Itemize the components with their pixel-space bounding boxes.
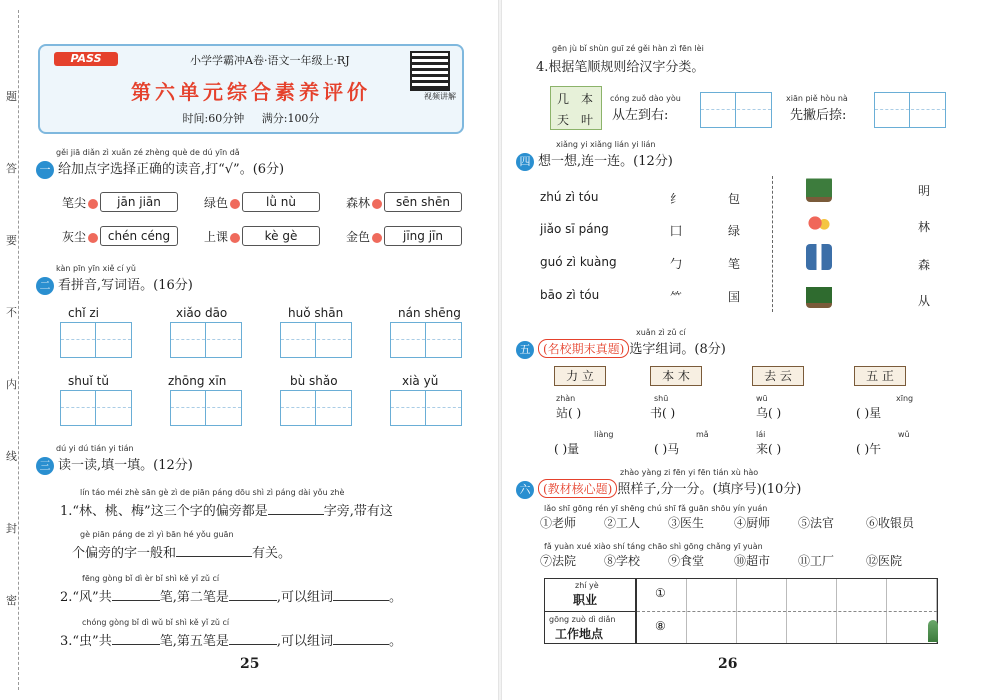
sun-moon-icon[interactable] [806,210,832,236]
q3-number: 三 [36,457,54,475]
flower-icon [372,233,382,243]
two-people-icon[interactable] [806,244,832,270]
label1: 职业 [573,593,598,607]
q1-item: 灰尘 [62,228,100,245]
q6-heading [516,338,726,359]
grass-icon [928,620,938,642]
qr-caption: 视频讲解 [424,92,456,101]
q1-number: 一 [36,161,54,179]
writing-grid[interactable] [60,322,132,358]
q7-row1-pinyin: lǎo shī gōng rén yī shēng chú shī fǎ guān shōu yín yuán [544,504,768,513]
q5-radical[interactable]: 勹 [670,257,683,271]
answer-blank[interactable] [112,600,160,601]
q3-line1: 1.“林、桃、梅”这三个字的偏旁都是 字旁,带有这 [60,504,393,519]
q6-char-pair: 五 正 [854,366,906,386]
q1-item: 金色 [346,228,384,245]
binding-char: 题 [6,90,17,103]
answer-blank[interactable] [229,644,277,645]
q2-pinyin-item: shuǐ tǔ [68,374,109,388]
q5-radical[interactable]: ⺮ [670,290,683,304]
q6-answer[interactable]: ( )马 [654,442,680,456]
q5-pinyin-item[interactable]: guó zì kuàng [540,255,617,269]
q5-number: 四 [516,153,534,171]
q2-heading [36,274,193,295]
q7-text: 照样子,分一分。(填序号)(10分) [617,482,802,497]
q1-options[interactable]: chén céng [100,226,178,246]
q7-item: ③医生 [668,516,705,530]
q3-text: 读一读,填一填。(12分) [58,458,193,473]
q7-number: 六 [516,481,534,499]
q3-line2-pinyin: gè piān páng de zì yì bān hé yǒu guān [80,530,234,539]
q7-item: ⑧学校 [604,554,641,568]
flower-icon [230,233,240,243]
writing-grid[interactable] [874,92,946,128]
q3-line3: 2.“风”共 笔,第二笔是 ,可以组词 。 [60,590,402,605]
q7-row2-pinyin: fǎ yuàn xué xiào shí táng chāo shì gōng chǎng yī yuàn [544,542,763,551]
q5-heading [516,150,673,171]
writing-grid[interactable] [170,322,242,358]
binding-char: 要 [6,234,17,247]
row2-pinyin: lái [756,430,766,439]
q1-text: 给加点字选择正确的读音,打“√”。(6分) [58,162,285,177]
answer-sample: ⑧ [655,619,666,633]
divider [772,176,773,312]
test-meta [40,110,462,126]
q5-radical[interactable]: 囗 [670,224,683,238]
row1-pinyin: zhàn [556,394,576,403]
q1-heading [36,158,284,179]
flower-icon [88,233,98,243]
writing-grid[interactable] [280,390,352,426]
binding-char: 不 [6,306,17,319]
q4-text: 4.根据笔顺规则给汉字分类。 [536,60,705,75]
q7-item: ⑤法官 [798,516,835,530]
q3-line2: 个偏旁的字一般和 有关。 [72,546,292,561]
cut-line [18,10,19,690]
rule1-pinyin: cóng zuǒ dào yòu [610,94,681,103]
row1-pinyin: wū [756,394,768,403]
q7-tag: (教材核心题) [538,479,617,498]
q5-char[interactable]: 包 [728,192,741,206]
q6-answer[interactable]: ( )星 [856,406,882,420]
q2-pinyin: kàn pīn yīn xiě cí yǔ [56,264,136,273]
q6-answer[interactable]: ( )量 [554,442,580,456]
q7-answer-grid[interactable] [636,578,938,644]
writing-grid[interactable] [390,390,462,426]
label2: 工作地点 [555,627,604,641]
q6-pinyin: xuǎn zì zǔ cí [636,328,686,337]
q5-char[interactable]: 笔 [728,257,741,271]
q4-pinyin: gēn jù bǐ shùn guī zé gěi hàn zì fēn lèi [552,44,704,53]
q4-char-box [550,86,602,130]
q2-pinyin-item: huǒ shān [288,306,344,320]
row2-pinyin: mǎ [696,430,709,439]
test-header [38,44,464,134]
q7-label-box [544,578,636,644]
q6-answer[interactable]: 乌( ) [756,406,782,420]
rule1-label: 从左到右: [612,108,669,123]
q6-answer[interactable]: ( )午 [856,442,882,456]
q5-word[interactable]: 从 [918,294,931,308]
page-title: 第六单元综合素养评价 [131,80,371,104]
q5-pinyin-item[interactable]: jiǎo sī páng [540,222,609,236]
q2-number: 二 [36,277,54,295]
writing-grid[interactable] [60,390,132,426]
qr-code-icon[interactable] [410,51,450,91]
flower-icon [230,199,240,209]
row1-pinyin: xīng [896,394,914,403]
q2-pinyin-item: zhōng xīn [168,374,227,388]
q2-pinyin-item: xiǎo dāo [176,306,228,320]
q6-number: 五 [516,341,534,359]
flower-icon [88,199,98,209]
writing-grid[interactable] [700,92,772,128]
q1-item: 绿色 [204,194,242,211]
page-number: 25 [240,656,260,672]
q1-item: 笔尖 [62,194,100,211]
q7-item: ⑫医院 [866,554,903,568]
q7-item: ⑥收银员 [866,516,915,530]
q5-pinyin-item[interactable]: zhú zì tóu [540,190,599,204]
answer-blank[interactable] [112,644,160,645]
time-limit: 时间:60分钟 [182,112,245,125]
q3-line1-pinyin: lín táo méi zhè sān gè zì de piān páng dōu shì zì páng dài yǒu zhè [80,488,345,497]
q4-char: 叶 [581,113,594,127]
binding-char: 内 [6,378,17,391]
label2-pinyin: gōng zuò dì diǎn [549,615,616,624]
answer-sample: ① [655,586,666,600]
q5-char[interactable]: 绿 [728,224,741,238]
q7-item: ⑦法院 [540,554,577,568]
answer-blank[interactable] [333,600,389,601]
q1-options[interactable]: jīng jīn [384,226,462,246]
row2-pinyin: liàng [594,430,614,439]
q7-item: ④厨师 [734,516,771,530]
q4-char: 几 [557,92,570,106]
row1-pinyin: shū [654,394,669,403]
q6-char-pair: 本 木 [650,366,702,386]
binding-char: 封 [6,522,17,535]
q2-pinyin-item: chǐ zi [68,306,99,320]
answer-blank[interactable] [268,514,324,515]
q3-pinyin: dú yi dú tián yi tián [56,444,134,453]
q2-pinyin-item: xià yǔ [402,374,439,388]
q5-word[interactable]: 森 [918,258,931,272]
q7-heading [516,478,801,499]
q3-line4-pinyin: chóng gòng bǐ dì wǔ bǐ shì kě yǐ zǔ cí [82,618,230,627]
q1-options[interactable]: lǜ nù [242,192,320,212]
q1-options[interactable]: sēn shēn [384,192,462,212]
flower-icon [372,199,382,209]
q2-pinyin-item: nán shēng [398,306,461,320]
q6-char-pair: 去 云 [752,366,804,386]
q3-line4: 3.“虫”共 笔,第五笔是 ,可以组词 。 [60,634,402,649]
q7-item: ⑩超市 [734,554,771,568]
q7-item: ⑨食堂 [668,554,705,568]
rule2-label: 先撇后捺: [790,108,847,123]
brand-logo: PASS [54,52,118,66]
q6-text: 选字组词。(8分) [629,342,726,357]
q6-answer[interactable]: 站( ) [556,406,582,420]
writing-grid[interactable] [170,390,242,426]
q2-text: 看拼音,写词语。(16分) [58,278,193,293]
binding-char: 线 [6,450,17,463]
q7-pinyin: zhào yàng zi fēn yi fēn tián xù hào [620,468,759,477]
q2-pinyin-item: bù shǎo [290,374,338,388]
q5-pinyin-item[interactable]: bāo zì tóu [540,288,600,302]
q5-text: 想一想,连一连。(12分) [538,154,673,169]
q7-item: ①老师 [540,516,577,530]
q1-options[interactable]: kè gè [242,226,320,246]
q6-answer[interactable]: 来( ) [756,442,782,456]
binding-char: 答 [6,162,17,175]
answer-blank[interactable] [229,600,277,601]
q6-tag: (名校期末真题) [538,339,629,358]
full-score: 满分:100分 [261,112,320,125]
binding-char: 密 [6,594,17,607]
tree-icon[interactable] [806,282,832,308]
q5-char[interactable]: 国 [728,290,741,304]
q1-pinyin: gěi jiā diǎn zì xuǎn zé zhèng què de dú yīn dǎ [56,148,240,157]
q5-word[interactable]: 明 [918,184,931,198]
series-title: 小学学霸冲A卷·语文一年级上·RJ [190,54,350,67]
q5-radical[interactable]: 纟 [670,192,683,206]
q1-item: 森林 [346,194,384,211]
q1-item: 上课 [204,228,242,245]
page-number: 26 [718,656,738,672]
q4-char: 天 [557,113,570,127]
rule2-pinyin: xiān piě hòu nà [786,94,848,103]
q6-char-pair: 力 立 [554,366,606,386]
label1-pinyin: zhí yè [575,581,599,590]
answer-blank[interactable] [176,556,252,557]
q5-word[interactable]: 林 [918,220,931,234]
writing-grid[interactable] [390,322,462,358]
q7-item: ⑪工厂 [798,554,835,568]
q4-char: 本 [581,92,594,106]
binding-margin [0,0,30,700]
q3-line3-pinyin: fēng gòng bǐ dì èr bǐ shì kě yǐ zǔ cí [82,574,220,583]
q6-answer[interactable]: 书( ) [650,406,676,420]
q3-heading [36,454,193,475]
q7-item: ②工人 [604,516,641,530]
right-page [500,0,1000,700]
row2-pinyin: wǔ [898,430,910,439]
q1-options[interactable]: jān jiān [100,192,178,212]
q5-pinyin: xiǎng yi xiǎng lián yi lián [556,140,656,149]
trees-icon[interactable] [806,176,832,202]
answer-blank[interactable] [333,644,389,645]
writing-grid[interactable] [280,322,352,358]
